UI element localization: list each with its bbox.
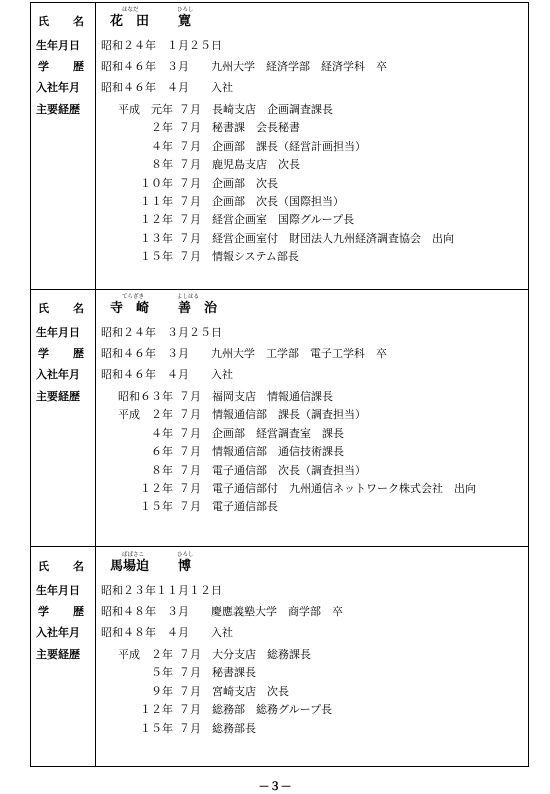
label-joined: 入社年月 [36,81,80,94]
label-birth-date: 生年月日 [36,584,80,597]
birth-date: 昭和２３年１１月１２日 [101,584,222,597]
career-month: ７月 [179,139,201,153]
career-description: 福岡支店 情報通信課長 [212,390,333,403]
career-description: 企画部 課長（経営計画担当） [212,139,366,153]
person-given-name: 博 [178,559,192,574]
birth-date: 昭和２４年 ３月２５日 [101,326,222,339]
name-ruby-given: よしはる [177,294,200,300]
career-description: 経営企画室付 財団法人九州経済調査協会 出向 [212,231,454,245]
career-year: 昭和６３年 [118,390,173,403]
joined-date: 昭和４８年 ４月 入社 [101,626,233,639]
career-description: 電子通信部付 九州通信ネットワーク株式会社 出向 [212,482,476,495]
career-description: 秘書課長 [212,666,256,680]
career-year: 平成 ２年 [118,648,173,661]
name-ruby-given: ひろし [177,7,194,13]
label-name-shi: 氏 [38,302,49,315]
page-number: －３－ [258,780,292,793]
career-year: １０年 [140,176,173,190]
label-name-mei: 名 [73,560,84,573]
education: 昭和４６年 ３月 九州大学 工学部 電子工学科 卒 [101,347,387,360]
career-month: ７月 [179,426,201,440]
label-education-gaku: 学 [38,60,49,73]
career-month: ７月 [179,250,201,264]
career-month: ７月 [179,390,201,403]
career-description: 電子通信部 次長（調査担当） [212,463,366,477]
label-education-reki: 歴 [73,605,84,618]
label-education-gaku: 学 [38,605,49,618]
career-year: １３年 [140,231,173,245]
career-description: 総務部長 [212,721,256,735]
career-month: ７月 [179,231,201,245]
label-career: 主要経歴 [36,390,80,403]
career-description: 秘書課 会長秘書 [212,121,300,135]
education: 昭和４８年 ３月 慶應義塾大学 商学部 卒 [101,605,343,618]
career-month: ７月 [179,176,201,190]
career-month: ７月 [179,103,201,116]
career-year: １２年 [140,703,173,717]
name-ruby-family: はなだ [122,7,139,13]
career-description: 情報通信部 課長（調査担当） [212,408,366,422]
career-month: ７月 [179,463,201,477]
person-family-name: 花 田 [110,14,150,29]
person-given-name: 寛 [178,14,192,29]
career-year: ２年 [151,121,173,135]
label-birth-date: 生年月日 [36,326,80,339]
birth-date: 昭和２４年 １月２５日 [101,39,222,52]
label-birth-date: 生年月日 [36,39,80,52]
career-description: 総務部 総務グループ長 [212,703,333,717]
career-year: １２年 [140,482,173,495]
label-joined: 入社年月 [36,626,80,639]
career-year: 平成 ２年 [118,408,173,422]
label-name-shi: 氏 [38,15,49,28]
name-ruby-family: ばばさこ [122,552,145,558]
career-description: 企画部 次長（国際担当） [212,195,344,208]
section-divider [30,546,529,547]
label-joined: 入社年月 [36,368,80,381]
career-year: １５年 [140,721,173,735]
career-description: 経営企画室 国際グループ長 [212,213,355,227]
person-family-name: 馬場迫 [110,559,150,574]
career-description: 鹿児島支店 次長 [212,158,300,172]
career-year: ８年 [151,463,173,477]
career-description: 情報通信部 通信技術課長 [212,445,344,459]
section-divider [30,289,529,290]
column-divider [95,2,96,767]
career-year: ４年 [151,426,173,440]
career-month: ７月 [179,666,201,680]
career-month: ７月 [179,121,201,135]
career-description: 情報システム部長 [212,250,299,264]
label-career: 主要経歴 [36,648,80,661]
career-month: ７月 [179,482,201,495]
career-month: ７月 [179,445,201,459]
career-year: ９年 [151,684,173,698]
career-year: １１年 [140,195,173,208]
career-month: ７月 [179,408,201,422]
joined-date: 昭和４６年 ４月 入社 [101,81,233,94]
name-ruby-given: ひろし [177,552,194,558]
career-month: ７月 [179,158,201,172]
name-ruby-family: てらざき [122,294,145,300]
career-month: ７月 [179,213,201,227]
career-year: 平成 元年 [118,103,173,116]
career-description: 宮崎支店 次長 [212,684,289,698]
career-month: ７月 [179,721,201,735]
label-name-mei: 名 [73,302,84,315]
career-description: 電子通信部長 [212,500,278,514]
career-year: ８年 [151,158,173,172]
label-education-reki: 歴 [73,60,84,73]
career-month: ７月 [179,648,201,661]
joined-date: 昭和４６年 ４月 入社 [101,368,233,381]
career-month: ７月 [179,500,201,514]
career-year: ６年 [151,445,173,459]
label-career: 主要経歴 [36,103,80,116]
label-education-gaku: 学 [38,347,49,360]
career-month: ７月 [179,703,201,717]
career-year: １２年 [140,213,173,227]
person-given-name: 善 治 [178,301,218,316]
label-name-shi: 氏 [38,560,49,573]
career-description: 企画部 次長 [212,176,278,190]
education: 昭和４６年 ３月 九州大学 経済学部 経済学科 卒 [101,60,387,73]
person-family-name: 寺 崎 [110,301,150,316]
career-year: １５年 [140,250,173,264]
career-month: ７月 [179,684,201,698]
career-description: 大分支店 総務課長 [212,648,311,661]
career-year: １５年 [140,500,173,514]
career-year: ４年 [151,139,173,153]
career-year: ５年 [151,666,173,680]
career-month: ７月 [179,195,201,208]
label-name-mei: 名 [73,15,84,28]
label-education-reki: 歴 [73,347,84,360]
career-description: 企画部 経営調査室 課長 [212,426,344,440]
career-description: 長崎支店 企画調査課長 [212,103,333,116]
